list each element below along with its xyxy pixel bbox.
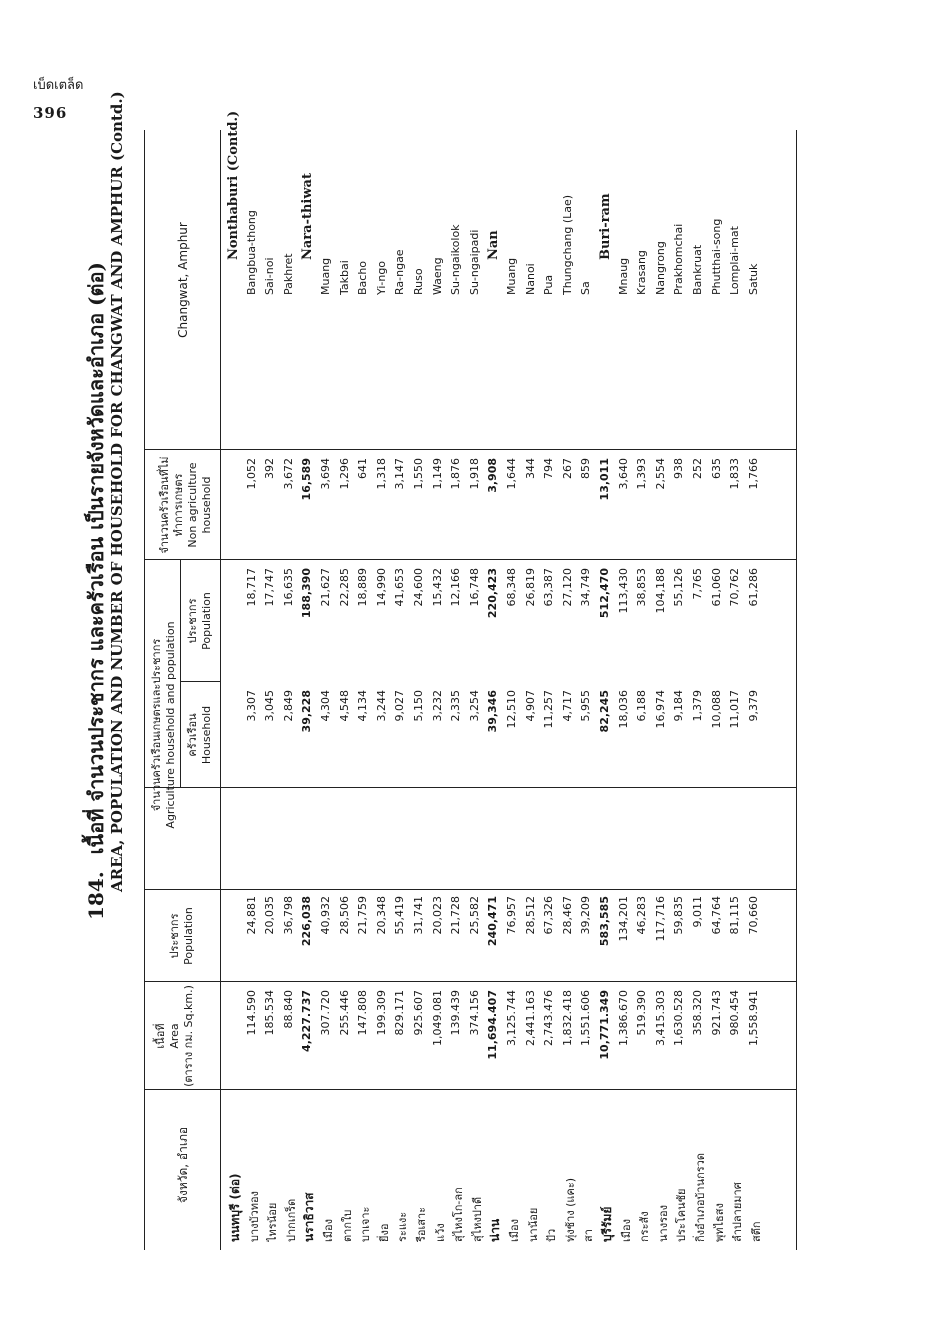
household-cell: 39,346: [486, 690, 500, 733]
household-cell: 3,045: [263, 690, 277, 722]
table-row: [375, 130, 393, 1250]
thai-name-cell: น่าน: [488, 1218, 503, 1242]
thai-name-cell: ไทรน้อย: [266, 1202, 280, 1242]
running-head: เบ็ดเตล็ด: [33, 78, 84, 93]
population-cell: 117,716: [653, 896, 667, 942]
table-row: [728, 130, 746, 1250]
table-row: [524, 130, 542, 1250]
english-name-cell: Bangbua-thong: [244, 210, 258, 295]
population-cell: 240,471: [486, 896, 500, 947]
population-cell: 24,881: [244, 896, 258, 935]
english-name-cell: Muang: [505, 257, 518, 295]
thai-name-cell: พุทไธสง: [712, 1203, 726, 1242]
agri-population-cell: 104,188: [653, 568, 667, 614]
area-cell: 114.590: [244, 990, 258, 1036]
area-cell: 199.309: [374, 990, 388, 1036]
area-cell: 1,551.606: [579, 990, 593, 1046]
group-header-row: [226, 110, 244, 1250]
population-cell: 55,419: [393, 896, 407, 935]
header-rule: [220, 130, 221, 1250]
thai-name-cell: สตึก: [749, 1221, 763, 1242]
thai-name-cell: สุไหงโก-ลก: [452, 1187, 466, 1242]
nonagri-household-cell: 1,296: [337, 458, 351, 490]
agri-population-cell: 34,749: [579, 568, 593, 607]
population-cell: 64,764: [709, 896, 723, 935]
header-agri-population: [186, 560, 214, 682]
english-name-cell: Nara-thiwat: [300, 173, 316, 260]
agri-population-cell: 188,390: [300, 568, 314, 619]
area-cell: 11,694.407: [486, 990, 500, 1060]
area-cell: 829.171: [393, 990, 407, 1036]
area-cell: 519.390: [635, 990, 649, 1036]
agri-population-cell: 16,635: [281, 568, 295, 607]
household-cell: 3,232: [430, 690, 444, 722]
table-row: [579, 130, 597, 1250]
nonagri-household-cell: 641: [356, 458, 370, 479]
thai-name-cell: บุรีรัมย์: [600, 1206, 614, 1242]
population-cell: 134,201: [616, 896, 630, 942]
header-area: [154, 982, 196, 1090]
table-row: [263, 130, 281, 1250]
english-name-cell: Pua: [542, 274, 556, 295]
nonagri-household-cell: 344: [523, 458, 537, 479]
area-cell: 1,049.081: [430, 990, 444, 1046]
table-row: [319, 130, 337, 1250]
thai-name-cell: นางรอง: [656, 1205, 670, 1242]
household-cell: 3,244: [374, 690, 388, 722]
household-cell: 1,379: [691, 690, 704, 722]
header-agriculture: [150, 562, 178, 888]
household-cell: 9,379: [746, 690, 760, 722]
changwat-total-row: [300, 130, 318, 1250]
nonagri-household-cell: 1,876: [449, 458, 463, 490]
area-cell: 980.454: [728, 990, 742, 1036]
english-name-cell: Yi-ngo: [374, 260, 388, 295]
nonagri-household-cell: 13,011: [598, 458, 611, 501]
population-cell: 67,326: [542, 896, 556, 935]
agri-population-cell: 220,423: [486, 568, 500, 619]
nonagri-household-cell: 1,052: [244, 458, 258, 490]
thai-name-cell: ปากเกร็ด: [284, 1198, 298, 1242]
population-cell: 28,512: [523, 896, 537, 935]
header-hh-en: Household: [200, 705, 213, 765]
english-name-cell: Takbai: [337, 260, 351, 295]
table-row: [245, 130, 263, 1250]
population-cell: 226,038: [300, 896, 314, 947]
table-row: [431, 130, 449, 1250]
english-name-cell: Prakhomchai: [672, 223, 686, 295]
population-cell: 20,348: [374, 896, 388, 935]
agri-sub-rule: [180, 560, 181, 788]
population-cell: 25,582: [467, 896, 481, 935]
english-name-cell: Waeng: [430, 257, 444, 295]
agri-population-cell: 27,120: [560, 568, 574, 607]
agri-population-cell: 22,285: [337, 568, 351, 607]
table-row: [282, 130, 300, 1250]
agri-population-cell: 7,765: [691, 568, 704, 600]
population-cell: 39,209: [579, 896, 593, 935]
english-name-cell: Nangrong: [653, 241, 667, 295]
agri-population-cell: 16,748: [467, 568, 481, 607]
agri-population-cell: 15,432: [430, 568, 444, 607]
area-cell: 374.156: [467, 990, 481, 1036]
header-nonagri-th: จำนวนครัวเรือนที่ไม่ทำการเกษตร: [158, 456, 185, 554]
nonagri-household-cell: 794: [542, 458, 556, 479]
english-name-cell: Mnaug: [616, 257, 630, 295]
population-cell: 46,283: [635, 896, 649, 935]
population-cell: 40,932: [319, 896, 332, 935]
population-cell: 583,585: [598, 896, 611, 947]
rotated-table-page: [80, 91, 860, 1250]
table-row: [654, 130, 672, 1250]
household-cell: 39,228: [300, 690, 314, 733]
table-row: [449, 130, 467, 1250]
nonagri-household-cell: 1,393: [635, 458, 649, 490]
thai-name-cell: นราธิวาส: [302, 1192, 317, 1242]
thai-name-cell: ลำปลายมาศ: [731, 1182, 745, 1242]
english-name-cell: Su-ngaipadi: [467, 229, 481, 295]
agri-population-cell: 24,600: [412, 568, 425, 607]
english-name-cell: Lomplai-mat: [728, 226, 742, 295]
household-cell: 9,184: [672, 690, 686, 722]
nonagri-household-cell: 3,908: [486, 458, 500, 493]
english-name-cell: Nonthaburi (Contd.): [226, 110, 241, 260]
table-row: [617, 130, 635, 1250]
table-row: [672, 130, 690, 1250]
area-cell: 1,630.528: [672, 990, 686, 1046]
area-cell: 147.808: [356, 990, 370, 1036]
thai-name-cell: นาน้อย: [526, 1207, 540, 1242]
header-agri-en: Agriculture household and population: [164, 621, 177, 829]
area-cell: 2,441.163: [523, 990, 537, 1046]
thai-name-cell: ประโคนชัย: [675, 1188, 689, 1242]
thai-name-cell: ทุ่งช้าง (แคะ): [563, 1177, 577, 1242]
thai-name-cell: สา: [582, 1229, 596, 1242]
english-name-cell: Thungchang (Lae): [560, 194, 574, 295]
area-cell: 358.320: [691, 990, 704, 1036]
population-cell: 31,741: [412, 896, 425, 935]
english-name-cell: Phutthai-song: [709, 218, 723, 295]
household-cell: 5,150: [412, 690, 425, 722]
table-row: [691, 130, 709, 1250]
area-cell: 2,743.476: [542, 990, 556, 1046]
table-row: [710, 130, 728, 1250]
page-number: 396: [33, 104, 68, 122]
population-cell: 21,759: [356, 896, 370, 935]
header-thai-name: จังหวัด, อำเภอ: [176, 1126, 190, 1204]
bottom-rule: [796, 130, 797, 1250]
household-cell: 16,974: [653, 690, 667, 729]
household-cell: 2,335: [449, 690, 463, 722]
nonagri-household-cell: 1,833: [728, 458, 742, 490]
household-cell: 12,510: [505, 690, 518, 729]
nonagri-household-cell: 392: [263, 458, 277, 479]
table-row: [412, 130, 430, 1250]
english-name-cell: Ra-ngae: [393, 249, 407, 295]
header-nonagri-en: Non agriculture household: [186, 462, 213, 548]
agri-population-cell: 70,762: [728, 568, 742, 607]
area-cell: 3,125.744: [505, 990, 518, 1046]
english-name-cell: Muang: [319, 257, 332, 295]
area-cell: 139.439: [449, 990, 463, 1036]
area-cell: 10,771.349: [598, 990, 611, 1060]
nonagri-household-cell: 16,589: [300, 458, 314, 501]
household-cell: 4,548: [337, 690, 351, 722]
population-cell: 81,115: [728, 896, 742, 935]
table-title-english: AREA, POPULATION AND NUMBER OF HOUSEHOLD FOR CHANGWAT AND AMPHUR (Contd.): [108, 91, 126, 892]
area-cell: 185.534: [263, 990, 277, 1036]
english-name-cell: Sa: [579, 281, 593, 295]
population-cell: 76,957: [505, 896, 518, 935]
population-cell: 20,023: [430, 896, 444, 935]
nonagri-household-cell: 3,147: [393, 458, 407, 490]
population-cell: 36,798: [281, 896, 295, 935]
agri-population-cell: 68,348: [505, 568, 518, 607]
english-name-cell: Sai-noi: [263, 257, 277, 295]
header-agripop-th: ประชากร: [186, 598, 199, 644]
thai-name-cell: บางบัวทอง: [247, 1191, 261, 1242]
changwat-total-row: [598, 130, 616, 1250]
nonagri-household-cell: 3,694: [319, 458, 332, 490]
agri-population-cell: 17,747: [263, 568, 277, 607]
area-cell: 1,386.670: [616, 990, 630, 1046]
household-cell: 2,849: [281, 690, 295, 722]
area-cell: 255.446: [337, 990, 351, 1036]
population-cell: 70,660: [746, 896, 760, 935]
title-thai-text: เนื้อที่ จำนวนประชากร และครัวเรือน เป็นรายจังหวัดและอำเภอ (ต่อ): [84, 262, 108, 855]
household-cell: 5,955: [579, 690, 593, 722]
english-name-cell: Nanoi: [523, 263, 537, 295]
household-cell: 4,304: [319, 690, 332, 722]
english-name-cell: Krasang: [635, 250, 649, 295]
thai-name-cell: สุไหงปาดี: [470, 1196, 484, 1242]
thai-name-cell: นนทบุรี (ต่อ): [228, 1173, 242, 1242]
agri-population-cell: 61,060: [709, 568, 723, 607]
table-row: [635, 130, 653, 1250]
header-area-th: เนื้อที่: [154, 1023, 167, 1049]
nonagri-household-cell: 252: [691, 458, 704, 479]
thai-name-cell: เมือง: [508, 1219, 521, 1242]
household-cell: 3,254: [467, 690, 481, 722]
population-cell: 28,506: [337, 896, 351, 935]
english-name-cell: Buri-ram: [598, 193, 613, 260]
table-row: [393, 130, 411, 1250]
agri-population-cell: 18,717: [244, 568, 258, 607]
nonagri-household-cell: 1,766: [746, 458, 760, 490]
agri-population-cell: 12,166: [449, 568, 463, 607]
header-household: [186, 682, 214, 788]
header-english-name: Changwat, Amphur: [176, 222, 190, 338]
nonagri-household-cell: 1,149: [430, 458, 444, 490]
household-cell: 10,088: [709, 690, 723, 729]
thai-name-cell: ยี่งอ: [377, 1223, 391, 1242]
household-cell: 18,036: [616, 690, 630, 729]
nonagri-household-cell: 1,318: [374, 458, 388, 490]
thai-name-cell: ระแงะ: [396, 1211, 410, 1242]
header-area-unit: (ตาราง กม. Sq.km.): [182, 985, 195, 1087]
english-name-cell: Nan: [486, 230, 502, 260]
agri-population-cell: 63,387: [542, 568, 556, 607]
header-population: [168, 890, 196, 982]
table-row: [505, 130, 523, 1250]
english-name-cell: Pakhret: [281, 253, 295, 295]
english-name-cell: Ruso: [412, 268, 425, 295]
thai-name-cell: บาเจาะ: [359, 1206, 373, 1242]
population-cell: 59,835: [672, 896, 686, 935]
nonagri-household-cell: 3,640: [616, 458, 630, 490]
thai-name-cell: เมือง: [619, 1219, 633, 1242]
thai-name-cell: แว้ง: [433, 1223, 447, 1242]
household-cell: 3,307: [244, 690, 258, 722]
agri-population-cell: 113,430: [616, 568, 630, 614]
area-cell: 4,227.737: [300, 990, 314, 1052]
nonagri-household-cell: 3,672: [281, 458, 295, 490]
household-cell: 11,257: [542, 690, 556, 729]
agri-population-cell: 41,653: [393, 568, 407, 607]
household-cell: 9,027: [393, 690, 407, 722]
agri-population-cell: 38,853: [635, 568, 649, 607]
agri-population-cell: 21,627: [319, 568, 332, 607]
nonagri-household-cell: 1,550: [412, 458, 425, 490]
nonagri-household-cell: 2,554: [653, 458, 667, 490]
agri-population-cell: 14,990: [374, 568, 388, 607]
nonagri-household-cell: 1,644: [505, 458, 518, 490]
nonagri-household-cell: 859: [579, 458, 593, 479]
nonagri-household-cell: 267: [560, 458, 574, 479]
header-agri-th: จำนวนครัวเรือนเกษตรและประชากร: [150, 638, 163, 812]
nonagri-household-cell: 938: [672, 458, 686, 479]
table-row: [542, 130, 560, 1250]
agri-population-cell: 512,470: [598, 568, 611, 619]
thai-name-cell: เมือง: [322, 1219, 335, 1242]
area-cell: 3,415.303: [653, 990, 667, 1046]
household-cell: 4,907: [523, 690, 537, 722]
population-cell: 9,011: [691, 896, 704, 928]
area-cell: 88.840: [281, 990, 295, 1029]
area-cell: 307.720: [319, 990, 332, 1036]
thai-name-cell: ปัว: [545, 1228, 559, 1242]
thai-name-cell: กระสัง: [638, 1211, 652, 1242]
header-hh-th: ครัวเรือน: [186, 713, 199, 757]
area-cell: 921.743: [709, 990, 723, 1036]
table-row: [747, 130, 765, 1250]
english-name-cell: Satuk: [746, 263, 760, 295]
population-cell: 28,467: [560, 896, 574, 935]
header-pop-th: ประชากร: [168, 913, 181, 959]
agri-population-cell: 61,286: [746, 568, 760, 607]
thai-name-cell: กิ่งอำเภอบ้านกรวด: [694, 1153, 707, 1242]
agri-population-cell: 26,819: [523, 568, 537, 607]
top-rule: [144, 130, 145, 1250]
table-row: [468, 130, 486, 1250]
thai-name-cell: รือเสาะ: [415, 1206, 428, 1242]
household-cell: 4,134: [356, 690, 370, 722]
table-row: [338, 130, 356, 1250]
english-name-cell: Su-ngaikolok: [449, 224, 463, 295]
area-cell: 1,832.418: [560, 990, 574, 1046]
header-pop-en: Population: [182, 907, 195, 965]
agri-population-cell: 55,126: [672, 568, 686, 607]
thai-name-cell: ตากใบ: [340, 1209, 354, 1242]
header-agripop-en: Population: [200, 592, 213, 650]
header-nonagri: [158, 450, 214, 560]
english-name-cell: Bacho: [356, 260, 370, 295]
area-cell: 1,558.941: [746, 990, 760, 1046]
population-cell: 21,728: [449, 896, 463, 935]
table-row: [356, 130, 374, 1250]
header-area-en: Area: [168, 1023, 181, 1049]
nonagri-household-cell: 635: [709, 458, 723, 479]
english-name-cell: Bankruat: [691, 244, 704, 295]
household-cell: 11,017: [728, 690, 742, 729]
area-cell: 925.607: [412, 990, 425, 1036]
household-cell: 6,188: [635, 690, 649, 722]
table-row: [561, 130, 579, 1250]
nonagri-household-cell: 1,918: [467, 458, 481, 490]
changwat-total-row: [486, 130, 504, 1250]
population-cell: 20,035: [263, 896, 277, 935]
household-cell: 82,245: [598, 690, 611, 733]
table-number: 184.: [84, 871, 108, 920]
household-cell: 4,717: [560, 690, 574, 722]
agri-population-cell: 18,889: [356, 568, 370, 607]
